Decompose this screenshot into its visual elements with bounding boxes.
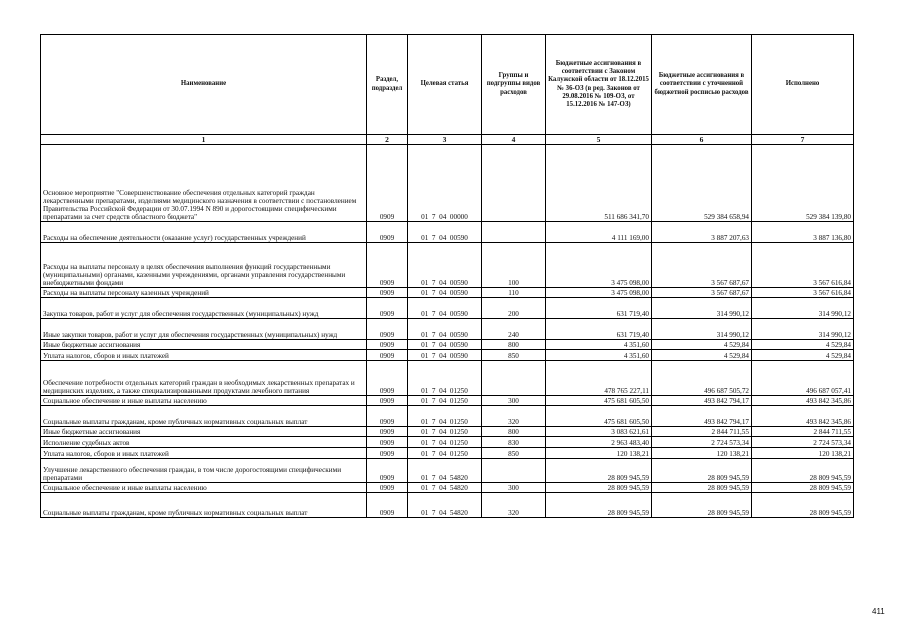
row-law-allocation: 28 809 945,59 xyxy=(546,493,652,518)
row-target-article: 01 7 04 01250 xyxy=(408,427,482,437)
row-expense-group: 850 xyxy=(482,350,546,361)
row-target-article: 01 7 04 00590 xyxy=(408,319,482,340)
row-expense-group xyxy=(482,361,546,396)
row-name: Исполнение судебных актов xyxy=(41,437,367,448)
row-executed-amount: 4 529,84 xyxy=(752,350,854,361)
row-section-code: 0909 xyxy=(367,406,408,427)
row-section-code: 0909 xyxy=(367,145,408,222)
header-law-allocation: Бюджетные ассигнования в соответствии с Законом Калужской области от 18.12.2015 № 36-ОЗ (в ред. Законов от 29.08.2016 № 109-ОЗ, от 15.12.2016 № 147-ОЗ) xyxy=(546,35,652,135)
row-expense-group: 320 xyxy=(482,493,546,518)
row-name: Уплата налогов, сборов и иных платежей xyxy=(41,350,367,361)
row-name: Основное мероприятие "Совершенствование обеспечения отдельных категорий граждан лекарственными препаратами, изделиями медицинского назначения в соответствии с постановлением Правительства Российской Федерации от 30.07.1994 N 890 и дорогостоящими специфическими препаратами за счет средств областного бюджета" xyxy=(41,145,367,222)
row-name: Иные бюджетные ассигнования xyxy=(41,427,367,437)
header-expense-group: Группы и подгруппы видов расходов xyxy=(482,35,546,135)
row-revised-allocation: 4 529,84 xyxy=(652,340,752,350)
row-section-code: 0909 xyxy=(367,448,408,459)
row-executed-amount: 493 842 345,86 xyxy=(752,396,854,406)
row-section-code: 0909 xyxy=(367,288,408,298)
table-row xyxy=(41,319,854,340)
page-number: 411 xyxy=(872,607,885,616)
row-law-allocation: 631 719,40 xyxy=(546,298,652,319)
row-section-code: 0909 xyxy=(367,427,408,437)
row-revised-allocation: 496 687 505,72 xyxy=(652,361,752,396)
row-section-code: 0909 xyxy=(367,350,408,361)
row-name: Расходы на выплаты персоналу в целях обеспечения выполнения функций государственными (муниципальными) органами, казенными учреждениями, органами управления государственными внебюджетными фондами xyxy=(41,243,367,288)
row-law-allocation: 475 681 605,50 xyxy=(546,406,652,427)
row-law-allocation: 3 083 621,61 xyxy=(546,427,652,437)
column-number-row xyxy=(41,135,854,145)
row-expense-group xyxy=(482,222,546,243)
row-name: Иные бюджетные ассигнования xyxy=(41,340,367,350)
table-row xyxy=(41,406,854,427)
table-row xyxy=(41,427,854,437)
row-revised-allocation: 28 809 945,59 xyxy=(652,483,752,493)
row-name: Уплата налогов, сборов и иных платежей xyxy=(41,448,367,459)
row-expense-group: 240 xyxy=(482,319,546,340)
row-name: Социальное обеспечение и иные выплаты населению xyxy=(41,483,367,493)
row-expense-group: 300 xyxy=(482,396,546,406)
row-name: Расходы на обеспечение деятельности (оказание услуг) государственных учреждений xyxy=(41,222,367,243)
row-section-code: 0909 xyxy=(367,483,408,493)
header-executed: Исполнено xyxy=(752,35,854,135)
row-target-article: 01 7 04 01250 xyxy=(408,406,482,427)
row-expense-group: 800 xyxy=(482,340,546,350)
row-law-allocation: 631 719,40 xyxy=(546,319,652,340)
row-executed-amount: 2 844 711,55 xyxy=(752,427,854,437)
header-name: Наименование xyxy=(41,35,367,135)
table-row xyxy=(41,288,854,298)
row-law-allocation: 478 765 227,11 xyxy=(546,361,652,396)
row-revised-allocation: 2 724 573,34 xyxy=(652,437,752,448)
row-expense-group xyxy=(482,145,546,222)
row-executed-amount: 28 809 945,59 xyxy=(752,493,854,518)
row-target-article: 01 7 04 00590 xyxy=(408,288,482,298)
row-revised-allocation: 120 138,21 xyxy=(652,448,752,459)
row-revised-allocation: 3 567 687,67 xyxy=(652,243,752,288)
row-law-allocation: 4 111 169,00 xyxy=(546,222,652,243)
row-executed-amount: 4 529,84 xyxy=(752,340,854,350)
row-law-allocation: 4 351,60 xyxy=(546,340,652,350)
row-section-code: 0909 xyxy=(367,298,408,319)
header-section: Раздел, подраздел xyxy=(367,35,408,135)
row-section-code: 0909 xyxy=(367,243,408,288)
row-name: Социальные выплаты гражданам, кроме публичных нормативных социальных выплат xyxy=(41,406,367,427)
row-section-code: 0909 xyxy=(367,361,408,396)
row-name: Социальные выплаты гражданам, кроме публичных нормативных социальных выплат xyxy=(41,493,367,518)
column-number: 5 xyxy=(546,135,652,145)
row-name: Социальное обеспечение и иные выплаты населению xyxy=(41,396,367,406)
table-row xyxy=(41,459,854,483)
row-law-allocation: 4 351,60 xyxy=(546,350,652,361)
table-row xyxy=(41,448,854,459)
column-number: 2 xyxy=(367,135,408,145)
row-target-article: 01 7 04 01250 xyxy=(408,396,482,406)
row-expense-group: 320 xyxy=(482,406,546,427)
row-law-allocation: 2 963 483,40 xyxy=(546,437,652,448)
row-executed-amount: 314 990,12 xyxy=(752,319,854,340)
row-section-code: 0909 xyxy=(367,459,408,483)
row-expense-group: 110 xyxy=(482,288,546,298)
row-revised-allocation: 493 842 794,17 xyxy=(652,396,752,406)
header-row xyxy=(41,35,854,135)
row-executed-amount: 3 567 616,84 xyxy=(752,288,854,298)
row-expense-group: 800 xyxy=(482,427,546,437)
row-name: Иные закупки товаров, работ и услуг для обеспечения государственных (муниципальных) нужд xyxy=(41,319,367,340)
row-executed-amount: 120 138,21 xyxy=(752,448,854,459)
row-executed-amount: 3 567 616,84 xyxy=(752,243,854,288)
row-target-article: 01 7 04 00590 xyxy=(408,340,482,350)
row-name: Обеспечение потребности отдельных категорий граждан в необходимых лекарственных препаратах и медицинских изделиях, а также специализированными продуктами лечебного питания xyxy=(41,361,367,396)
row-law-allocation: 3 475 098,00 xyxy=(546,243,652,288)
row-name: Расходы на выплаты персоналу казенных учреждений xyxy=(41,288,367,298)
row-revised-allocation: 3 887 207,63 xyxy=(652,222,752,243)
column-number: 3 xyxy=(408,135,482,145)
row-revised-allocation: 28 809 945,59 xyxy=(652,493,752,518)
row-section-code: 0909 xyxy=(367,319,408,340)
row-executed-amount: 493 842 345,86 xyxy=(752,406,854,427)
row-revised-allocation: 4 529,84 xyxy=(652,350,752,361)
row-executed-amount: 28 809 945,59 xyxy=(752,459,854,483)
row-target-article: 01 7 04 00590 xyxy=(408,350,482,361)
table-row xyxy=(41,437,854,448)
row-name: Улучшение лекарственного обеспечения граждан, в том числе дорогостоящими специфическими препаратами xyxy=(41,459,367,483)
row-section-code: 0909 xyxy=(367,437,408,448)
header-revised-allocation: Бюджетные ассигнования в соответствии с уточненной бюджетной росписью расходов xyxy=(652,35,752,135)
column-number: 6 xyxy=(652,135,752,145)
row-expense-group xyxy=(482,459,546,483)
table-row xyxy=(41,396,854,406)
row-law-allocation: 475 681 605,50 xyxy=(546,396,652,406)
row-revised-allocation: 2 844 711,55 xyxy=(652,427,752,437)
row-executed-amount: 314 990,12 xyxy=(752,298,854,319)
row-section-code: 0909 xyxy=(367,340,408,350)
budget-execution-table xyxy=(40,34,854,518)
row-law-allocation: 28 809 945,59 xyxy=(546,459,652,483)
row-target-article: 01 7 04 00590 xyxy=(408,243,482,288)
header-target-article: Целевая статья xyxy=(408,35,482,135)
row-expense-group: 100 xyxy=(482,243,546,288)
row-section-code: 0909 xyxy=(367,222,408,243)
row-executed-amount: 2 724 573,34 xyxy=(752,437,854,448)
row-target-article: 01 7 04 01250 xyxy=(408,448,482,459)
row-law-allocation: 511 686 341,70 xyxy=(546,145,652,222)
column-number: 1 xyxy=(41,135,367,145)
table-row xyxy=(41,493,854,518)
column-number: 7 xyxy=(752,135,854,145)
row-expense-group: 300 xyxy=(482,483,546,493)
row-revised-allocation: 314 990,12 xyxy=(652,298,752,319)
row-target-article: 01 7 04 54820 xyxy=(408,493,482,518)
row-target-article: 01 7 04 01250 xyxy=(408,437,482,448)
row-revised-allocation: 529 384 658,94 xyxy=(652,145,752,222)
row-law-allocation: 28 809 945,59 xyxy=(546,483,652,493)
row-law-allocation: 120 138,21 xyxy=(546,448,652,459)
table-row xyxy=(41,483,854,493)
row-expense-group: 850 xyxy=(482,448,546,459)
table-row xyxy=(41,340,854,350)
row-expense-group: 200 xyxy=(482,298,546,319)
row-section-code: 0909 xyxy=(367,493,408,518)
row-target-article: 01 7 04 01250 xyxy=(408,361,482,396)
row-name: Закупка товаров, работ и услуг для обеспечения государственных (муниципальных) нужд xyxy=(41,298,367,319)
row-revised-allocation: 28 809 945,59 xyxy=(652,459,752,483)
table-row xyxy=(41,361,854,396)
row-target-article: 01 7 04 54820 xyxy=(408,459,482,483)
table-row xyxy=(41,222,854,243)
row-executed-amount: 28 809 945,59 xyxy=(752,483,854,493)
row-law-allocation: 3 475 098,00 xyxy=(546,288,652,298)
row-target-article: 01 7 04 54820 xyxy=(408,483,482,493)
column-number: 4 xyxy=(482,135,546,145)
row-executed-amount: 529 384 139,80 xyxy=(752,145,854,222)
row-target-article: 01 7 04 00590 xyxy=(408,298,482,319)
row-revised-allocation: 493 842 794,17 xyxy=(652,406,752,427)
row-executed-amount: 496 687 057,41 xyxy=(752,361,854,396)
row-target-article: 01 7 04 00000 xyxy=(408,145,482,222)
row-executed-amount: 3 887 136,80 xyxy=(752,222,854,243)
table-row xyxy=(41,243,854,288)
table-row xyxy=(41,145,854,222)
row-section-code: 0909 xyxy=(367,396,408,406)
row-target-article: 01 7 04 00590 xyxy=(408,222,482,243)
row-expense-group: 830 xyxy=(482,437,546,448)
table-row xyxy=(41,350,854,361)
row-revised-allocation: 3 567 687,67 xyxy=(652,288,752,298)
row-revised-allocation: 314 990,12 xyxy=(652,319,752,340)
table-row xyxy=(41,298,854,319)
